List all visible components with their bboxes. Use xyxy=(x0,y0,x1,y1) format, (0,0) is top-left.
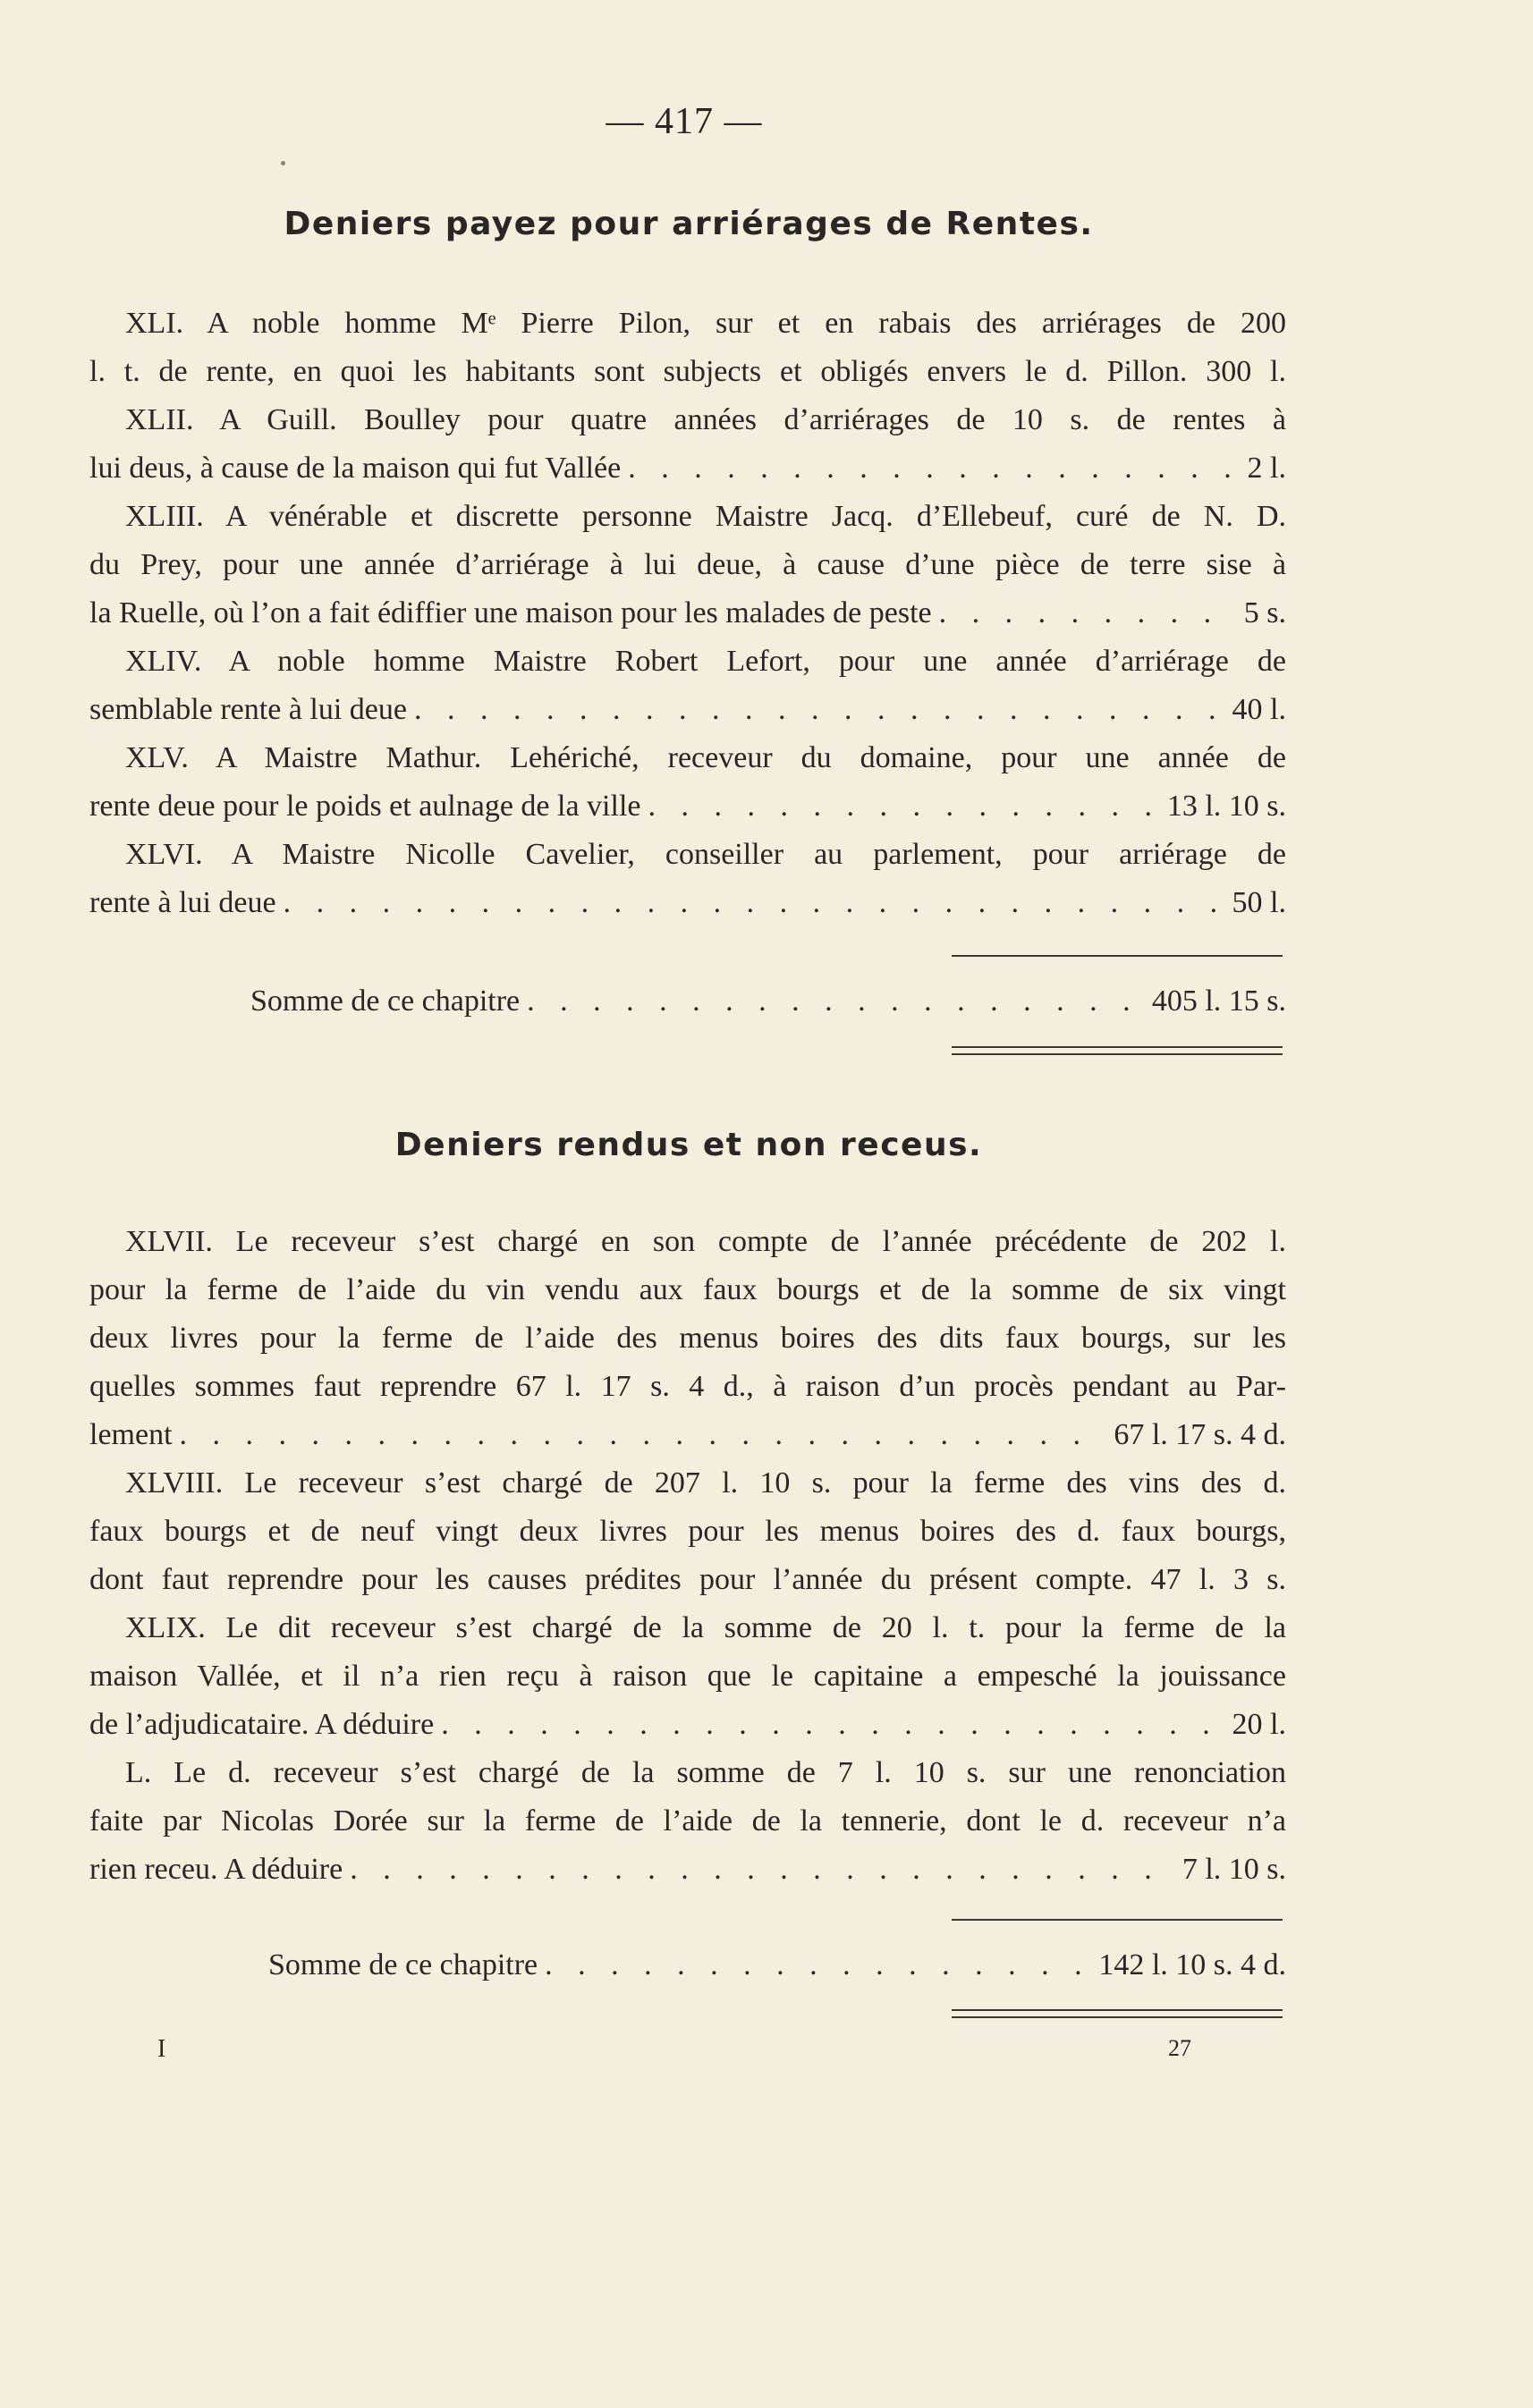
entry-line: XLIII. A vénérable et discrette personne Maistre Jacq. d’Ellebeuf, curé de N. D. xyxy=(125,500,1286,533)
dot-leader xyxy=(939,589,1237,638)
signature-mark: I xyxy=(157,2035,166,2063)
entry-line-leader xyxy=(89,686,1286,734)
entry-line: du Prey, pour une année d’arriérage à lui deue, à cause d’une pièce de terre sise à xyxy=(89,548,1286,581)
entry-text: rente à lui deue xyxy=(89,886,276,919)
entry-amount: 20 l. xyxy=(1232,1708,1286,1741)
entry-line: XLIV. A noble homme Maistre Robert Lefort, pour une année d’arriérage de xyxy=(125,645,1286,678)
entry-line: XLI. A noble homme Mᵉ Pierre Pilon, sur et en rabais des arriérages de 200 xyxy=(125,307,1286,340)
entry-line: XLII. A Guill. Boulley pour quatre années d’arriérages de 10 s. de rentes à xyxy=(125,403,1286,436)
total-amount: 405 l. 15 s. xyxy=(1151,984,1286,1018)
subtotal-rule xyxy=(952,1919,1283,1921)
dot-leader xyxy=(545,1941,1091,1990)
dot-leader xyxy=(284,879,1225,927)
total-label: Somme de ce chapitre xyxy=(268,1948,538,1981)
entry-amount: 7 l. 10 s. xyxy=(1182,1853,1286,1886)
page-number: — 417 — xyxy=(606,101,763,142)
dot-leader xyxy=(628,444,1240,493)
total-amount: 142 l. 10 s. 4 d. xyxy=(1098,1948,1286,1981)
entry-line: L. Le d. receveur s’est chargé de la somme de 7 l. 10 s. sur une renonciation xyxy=(125,1756,1286,1789)
total-double-rule xyxy=(952,2009,1283,2018)
entry-line-leader xyxy=(89,1846,1286,1894)
section-heading-non-receus: Deniers rendus et non receus. xyxy=(394,1127,983,1163)
entry-text: lui deus, à cause de la maison qui fut Vallée xyxy=(89,452,622,485)
entry-text: rente deue pour le poids et aulnage de la ville xyxy=(89,790,641,823)
total-double-rule xyxy=(952,1046,1283,1055)
entry-line-leader xyxy=(89,1701,1286,1749)
entry-amount: 2 l. xyxy=(1247,452,1286,485)
entry-line: deux livres pour la ferme de l’aide des menus boires des dits faux bourgs, sur les xyxy=(89,1322,1286,1355)
dot-leader xyxy=(350,1846,1175,1894)
entry-text: rien receu. A déduire xyxy=(89,1853,343,1886)
entry-line-leader xyxy=(89,1411,1286,1459)
entry-amount: 67 l. 17 s. 4 d. xyxy=(1114,1418,1286,1451)
subtotal-rule xyxy=(952,955,1283,957)
entry-line: dont faut reprendre pour les causes prédites pour l’année du présent compte. 47 l. 3 s. xyxy=(89,1563,1286,1596)
entry-amount: 5 s. xyxy=(1243,596,1286,629)
entry-line: faux bourgs et de neuf vingt deux livres pour les menus boires des d. faux bourgs, xyxy=(89,1515,1286,1548)
chapter-total xyxy=(268,1941,1286,1990)
entry-line: XLV. A Maistre Mathur. Lehériché, receveur du domaine, pour une année de xyxy=(125,741,1286,774)
entry-line-leader xyxy=(89,444,1286,493)
sheet-number: 27 xyxy=(1168,2035,1191,2061)
entry-amount: 13 l. 10 s. xyxy=(1166,790,1286,823)
entry-amount: 50 l. xyxy=(1232,886,1286,919)
entry-text: de l’adjudicataire. A déduire xyxy=(89,1708,435,1741)
dot-leader xyxy=(441,1701,1224,1749)
entry-line: pour la ferme de l’aide du vin vendu aux faux bourgs et de la somme de six vingt xyxy=(89,1273,1286,1306)
entry-line: XLIX. Le dit receveur s’est chargé de la somme de 20 l. t. pour la ferme de la xyxy=(125,1611,1286,1644)
entry-amount: 40 l. xyxy=(1232,693,1286,726)
entry-text: la Ruelle, où l’on a fait édiffier une maison pour les malades de peste xyxy=(89,596,932,629)
dot-leader xyxy=(527,977,1145,1026)
total-label: Somme de ce chapitre xyxy=(250,984,521,1018)
dot-leader xyxy=(180,1411,1107,1459)
section1-entries xyxy=(89,300,1286,927)
section-heading-rentes: Deniers payez pour arriérages de Rentes. xyxy=(284,206,1094,242)
entry-line-leader xyxy=(89,879,1286,927)
entry-text: semblable rente à lui deue xyxy=(89,693,407,726)
entry-text: lement xyxy=(89,1418,173,1451)
dot-leader xyxy=(414,686,1225,734)
entry-line: maison Vallée, et il n’a rien reçu à raison que le capitaine a empesché la jouissance xyxy=(89,1660,1286,1693)
entry-line: quelles sommes faut reprendre 67 l. 17 s. 4 d., à raison d’un procès pendant au Par- xyxy=(89,1370,1286,1403)
entry-line: l. t. de rente, en quoi les habitants sont subjects et obligés envers le d. Pillon. 300 l. xyxy=(89,355,1286,388)
ink-speck xyxy=(281,161,285,165)
entry-line: XLVI. A Maistre Nicolle Cavelier, conseiller au parlement, pour arriérage de xyxy=(125,838,1286,871)
entry-line: faite par Nicolas Dorée sur la ferme de l’aide de la tennerie, dont le d. receveur n’a xyxy=(89,1804,1286,1838)
section2-entries xyxy=(89,1218,1286,1894)
entry-line-leader xyxy=(89,589,1286,638)
entry-line: XLVII. Le receveur s’est chargé en son compte de l’année précédente de 202 l. xyxy=(125,1225,1286,1258)
dot-leader xyxy=(648,782,1159,831)
entry-line-leader xyxy=(89,782,1286,831)
chapter-total xyxy=(250,977,1286,1026)
entry-line: XLVIII. Le receveur s’est chargé de 207 l. 10 s. pour la ferme des vins des d. xyxy=(125,1466,1286,1500)
